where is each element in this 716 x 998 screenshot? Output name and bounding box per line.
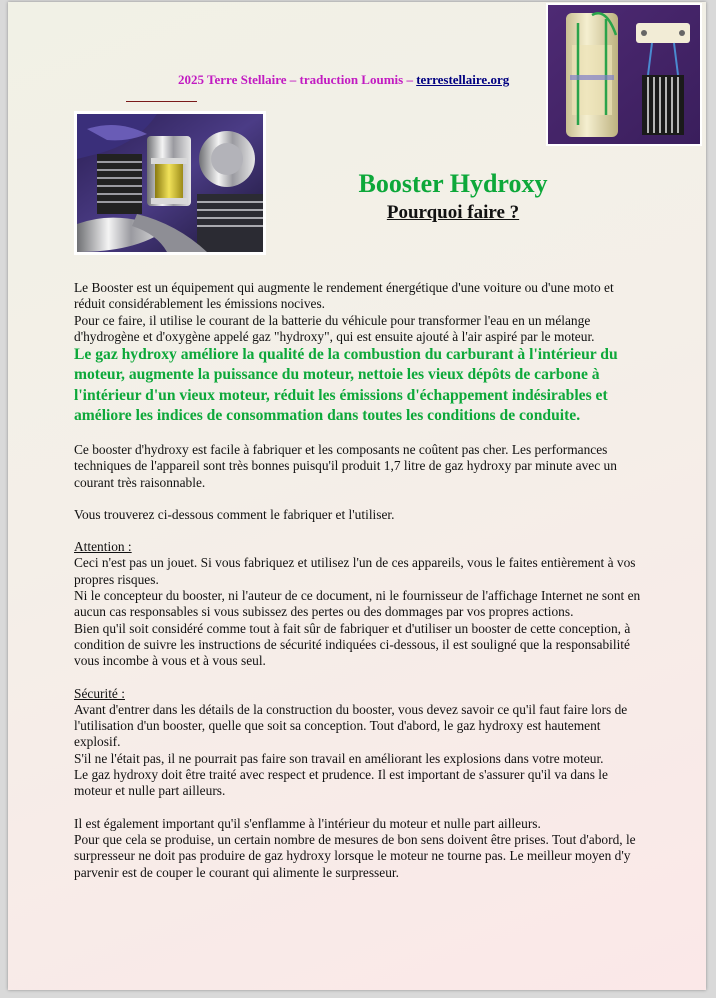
spacer xyxy=(74,426,642,442)
document-subtitle: Pourquoi faire ? xyxy=(386,202,520,223)
engine-photo-image xyxy=(77,114,263,252)
document-title: Booster Hydroxy xyxy=(358,169,548,198)
securite-paragraph-1: Avant d'entrer dans les détails de la construction du booster, vous devez savoir ce qu'il faut faire lors de l'utilisation d'un booster, quelle que soit sa conception. Tout d'abord, le gaz hydroxy est hautement explosif. xyxy=(74,701,628,750)
engine-photo xyxy=(74,111,266,255)
document-body xyxy=(74,280,642,881)
below-paragraph: Vous trouverez ci-dessous comment le fabriquer et l'utiliser. xyxy=(74,506,395,522)
securite-paragraph-3: Le gaz hydroxy doit être traité avec respect et prudence. Il est important de s'assurer qu'il va dans le moteur et nulle part ailleurs. xyxy=(74,767,608,799)
securite-heading: Sécurité : xyxy=(74,685,125,701)
site-link[interactable]: terrestellaire.org xyxy=(416,72,510,87)
securite-paragraph-2: S'il ne l'était pas, il ne pourrait pas faire son travail en améliorant les explosions dans votre moteur. xyxy=(74,750,604,766)
document-page xyxy=(8,2,706,990)
intro-paragraph-2: Pour ce faire, il utilise le courant de la batterie du véhicule pour transformer l'eau en un mélange d'hydrogène et d'oxygène appelé gaz "hydroxy", qui est ensuite ajouté à l'air aspiré par le moteur. xyxy=(74,312,595,344)
spacer xyxy=(74,670,642,686)
attention-paragraph-2: Ni le concepteur du booster, ni l'auteur de ce document, ni le fournisseur de l'affichage Internet ne sont en aucun cas responsables si vous subissez des pertes ou des dommages par vos propres actions. xyxy=(74,588,641,620)
highlight-paragraph: Le gaz hydroxy améliore la qualité de la combustion du carburant à l'intérieur du moteur, augmente la puissance du moteur, nettoie les vieux dépôts de carbone à l'intérieur d'un vieux moteur, réduit les émissions d'échappement indésirables et améliore les indices de consommation dans toutes les conditions de conduite. xyxy=(74,346,618,424)
inflame-paragraph-1: Il est également important qu'il s'enflamme à l'intérieur du moteur et nulle part ailleurs. xyxy=(74,815,541,831)
booster-device-photo xyxy=(546,3,702,146)
attention-paragraph-1: Ceci n'est pas un jouet. Si vous fabriquez et utilisez l'un de ces appareils, vous le faites entièrement à vos propres risques. xyxy=(74,555,636,587)
decorative-rule xyxy=(126,101,197,102)
header-credit xyxy=(178,72,509,88)
spacer xyxy=(74,491,642,507)
inflame-paragraph-2: Pour que cela se produise, un certain nombre de mesures de bon sens doivent être prises. Tout d'abord, le surpresseur ne doit pas produire de gaz hydroxy lorsque le moteur ne tourne pas. Le meilleur moyen d'y parvenir est de couper le courant qui alimente le surpresseur. xyxy=(74,831,636,880)
attention-paragraph-3: Bien qu'il soit considéré comme tout à fait sûr de fabriquer et d'utiliser un booster de cette conception, à condition de suivre les instructions de sécurité indiquées ci-dessous, il est souligné que la responsabilité vous incombe à vous et à vous seul. xyxy=(74,620,631,669)
booster-device-image xyxy=(548,5,700,144)
intro-paragraph-1: Le Booster est un équipement qui augmente le rendement énergétique d'une voiture ou d'une moto et réduit considérablement les émissions nocives. xyxy=(74,280,614,312)
spacer xyxy=(74,523,642,539)
spacer xyxy=(74,800,642,816)
attention-heading: Attention : xyxy=(74,539,132,555)
credit-text: 2025 Terre Stellaire – traduction Loumis – xyxy=(178,72,417,87)
easy-paragraph: Ce booster d'hydroxy est facile à fabriquer et les composants ne coûtent pas cher. Les performances techniques de l'appareil sont très bonnes puisqu'il produit 1,7 litre de gaz hydroxy par minute avec un courant très raisonnable. xyxy=(74,442,617,490)
